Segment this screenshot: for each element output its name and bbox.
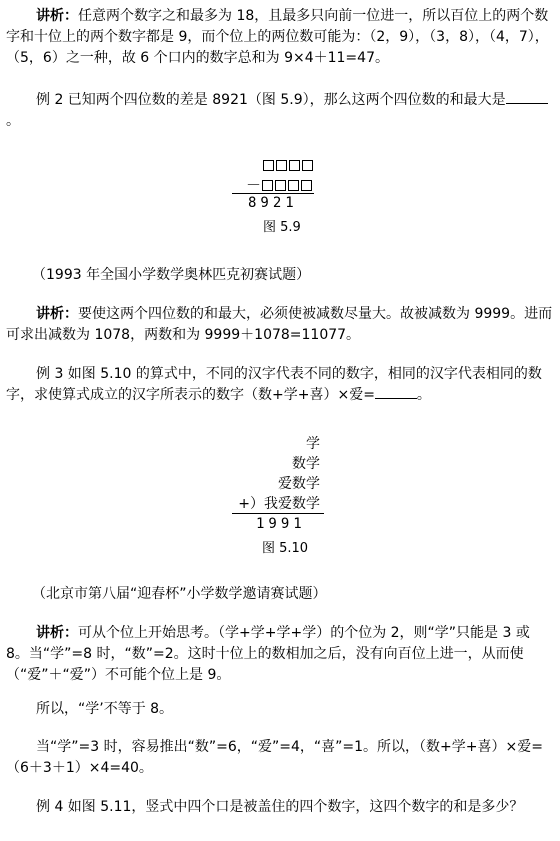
- addend-row-4: +）我爱数学: [238, 496, 320, 512]
- sum-result: 1991: [256, 516, 306, 532]
- digit-box: [289, 160, 300, 171]
- figure-caption: 图 5.9: [263, 220, 301, 235]
- digit-box: [302, 160, 313, 171]
- analysis-text: 要使这两个四位数的和最大，必须使被减数尽量大。故被减数为 9999。进而可求出减数为 1078，两数和为 9999＋1078=11077。: [6, 306, 553, 343]
- minuend-boxes: [262, 156, 314, 174]
- example-2: 例 2 已知两个四位数的差是 8921（图 5.9），那么这两个四位数的和最大是。: [6, 90, 554, 132]
- addend-row-1: 学: [306, 436, 320, 452]
- example-3: 例 3 如图 5.10 的算式中，不同的汉字代表不同的数字，相同的汉字代表相同的数字，求使算式成立的汉字所表示的数字（数+学+喜）×爱= 。: [6, 366, 542, 403]
- analysis-text: 任意两个数字之和最多为 18，且最多只向前一位进一，所以百位上的两个数字和十位上的两个数字都是 9，而个位上的两位数可能为：（2，9），（3，8），（4，7），（5，6）之一种，故 6 个口内的数字总和为 9×4＋11=47。: [6, 8, 549, 66]
- analysis-paragraph-3: [6, 623, 554, 686]
- analysis-paragraph-1: [6, 6, 554, 69]
- digit-box: [288, 180, 299, 191]
- answer-blank: [375, 386, 417, 399]
- addend-row-3: 爱数学: [278, 476, 320, 492]
- digit-box: [262, 180, 273, 191]
- figure-caption: 图 5.10: [262, 541, 309, 556]
- example-3-text: 例 3 如图 5.10 的算式中，不同的汉字代表不同的数字，相同的汉字代表相同的数字，求使算式成立的汉字所表示的数字（数+学+喜）×爱=: [6, 366, 542, 403]
- addend-row-2: 数学: [292, 456, 320, 472]
- analysis-lead: 讲析：: [36, 625, 78, 641]
- difference-result: 8921: [248, 195, 298, 211]
- solution-paragraph: 当“学”=3 时，容易推出“数”=6，“爱”=4，“喜”=1。所以，（数+学+喜）×爱=（6＋3＋1）×4=40。: [6, 739, 543, 776]
- analysis-lead: 讲析：: [36, 8, 78, 24]
- answer-blank: [506, 91, 548, 104]
- example-4: 例 4 如图 5.11，竖式中四个口是被盖住的四个数字，这四个数字的和是多少？: [36, 799, 524, 815]
- minus-sign: －: [245, 176, 261, 194]
- digit-box: [263, 160, 274, 171]
- conclusion-paragraph: 所以，“学’不等于 8。: [36, 701, 174, 717]
- example-2-text: 例 2 已知两个四位数的差是 8921（图 5.9），那么这两个四位数的和最大是: [36, 92, 506, 108]
- digit-box: [275, 180, 286, 191]
- digit-box: [276, 160, 287, 171]
- subtrahend-row: [237, 174, 313, 195]
- source-note-2: （北京市第八届“迎春杯”小学数学邀请赛试题）: [32, 586, 327, 602]
- sum-line: [232, 513, 324, 514]
- sum-line: [232, 193, 314, 194]
- digit-box: [301, 180, 312, 191]
- source-note-1: （1993 年全国小学数学奥林匹克初赛试题）: [32, 267, 311, 283]
- analysis-paragraph-2: [6, 304, 554, 346]
- analysis-text: 可从个位上开始思考。（学+学+学+学）的个位为 2，则“学”只能是 3 或 8。当“学”=8 时，“数”=2。这时十位上的数相加之后，没有向百位上进一，从而使（“爱”＋“爱”）不可能个位上是 9。: [6, 625, 530, 683]
- analysis-lead: 讲析：: [36, 306, 78, 322]
